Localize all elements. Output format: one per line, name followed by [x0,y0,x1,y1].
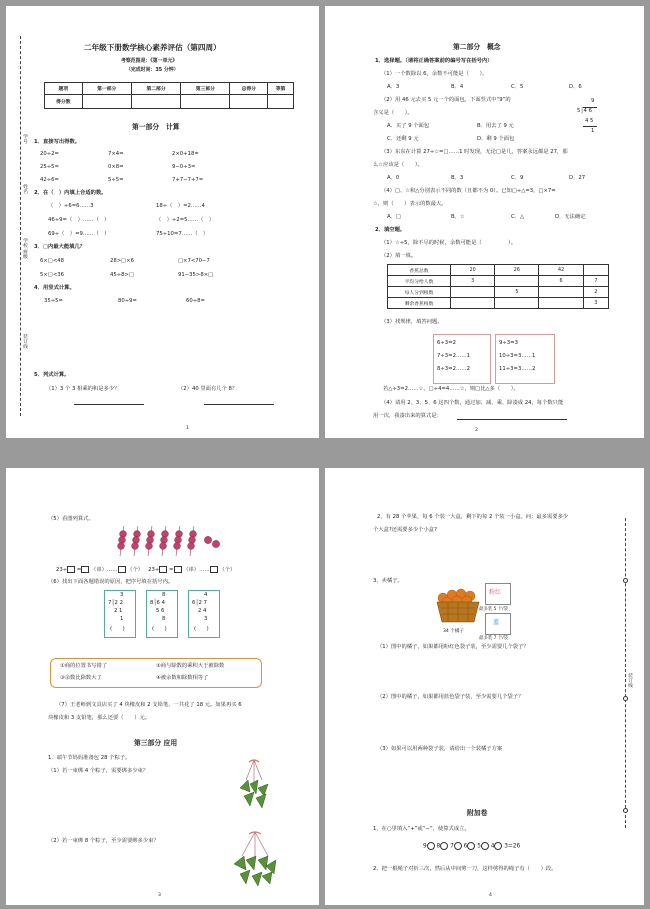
answer-line[interactable] [457,419,567,420]
score-header: 第二部分 [131,83,180,95]
q1-item: 0×8= [108,164,124,170]
basket-label: 34 个橘子 [443,629,465,634]
q1-item: 2×0+18= [172,151,199,157]
score-cell[interactable] [268,95,294,109]
fill-cell: 6 [539,276,583,287]
q3-item: 45÷8>□ [110,272,134,278]
choice-option[interactable]: A．买了 9 个面包 [387,123,430,129]
score-cell[interactable] [230,95,268,109]
q3-item: 5×□<36 [40,272,64,278]
score-header: 第三部分 [181,83,230,95]
fill-cell[interactable] [451,298,495,309]
eq-number: 9 [423,843,427,850]
q5-title: 5．列式计算。 [34,372,70,378]
fill-cell: 3 [583,298,608,309]
fill-cell: 20 [451,265,495,276]
q1-item: 5÷5= [108,177,124,183]
choice-option[interactable]: D．无法确定 [555,214,586,220]
pattern-line: 8÷3=2……2 [437,366,470,372]
division-digit: 6│2 7 [192,600,207,606]
q4-item: 60÷8= [186,298,205,304]
binding-hole [623,808,628,813]
reason-option: ③余数比除数大了 [60,675,102,681]
operator-circle[interactable] [440,842,448,850]
fill-cell: 香蕉总数 [388,265,451,276]
equation-box[interactable] [81,566,89,573]
eq-number: 3=26 [504,843,521,850]
q1-item: 25÷5= [40,164,59,170]
equation-box[interactable] [174,566,182,573]
fill-cell[interactable] [495,298,539,309]
eq-part: （串）…… [183,567,210,573]
division-digit: 2 4 [198,608,207,614]
division-digit: 4 [204,592,208,598]
fill-cell: 5 [495,287,539,298]
q2-item: 46÷9=（ ）……（ ） [48,217,110,223]
pink-bag-label: 粉红 [489,589,502,596]
eq-part: = [169,567,174,573]
pattern-card-1 [433,334,491,384]
vertical-division: 9 [591,98,595,104]
q7-cont: 块橡皮和 3 支铅笔，那么还要（ ）元。 [48,715,151,721]
q3-title: 3．□内最大能填几？ [34,244,86,250]
binding-line [20,36,21,416]
fill-title: 2．填空题。 [375,227,406,233]
q2-item: 69÷（ ）=9……（ ） [48,231,110,237]
division-digit: 3 [204,616,208,622]
division-digit: 8│6 4 [150,600,165,606]
division-digit: 5 6 [156,608,165,614]
q5-item: （1）3 个 3 相乘的积是多少？ [46,386,120,392]
extra-q2: 2、把一根绳子对折三次，然后从中间剪一刀，这样剪得的绳子有（ ）段。 [373,866,557,872]
app-q3-3: （3）如果可以用两种袋子装，请给出一个装橘子方案 [377,746,503,752]
q4-title: 4．用竖式计算。 [34,285,75,291]
page-number: 3 [158,893,161,898]
score-cell[interactable] [181,95,230,109]
pattern-line: 10÷3=3……1 [499,353,536,359]
division-digit: 2 1 [114,608,123,614]
fill-q3-answer: 若△÷3=2……☆，□÷4=4……☆，则□比△多（ ）。 [383,386,519,392]
choice-option[interactable]: D．剩 9 个面包 [477,136,515,142]
choice-option[interactable]: C．△ [511,214,525,220]
app-q1-2: （2）若一束绑 8 个粽子，至少需要绑多少束？ [48,838,159,844]
binding-line-label: 装订线 [22,334,27,349]
fill-table [387,264,609,309]
zongzi-bunch-icon [230,830,280,890]
q7: （7）王老师到文具店买了 4 块橡皮和 2 支铅笔，一共花了 18 元。如果再买 6 [56,702,242,708]
q5-picture-title: （5）看图列算式。 [48,516,94,522]
reason-option: ④被余数和除数相等了 [156,675,209,681]
eq-number: 8 [436,843,441,850]
choice-option[interactable]: C．9 [511,175,524,181]
section-2-title: 第二部分 概念 [453,43,501,51]
q2-item: 75÷10=7……（ ） [156,231,209,237]
fill-q4-cont: 用一次，我凑出来的算式是： [373,413,442,419]
page-3 [6,468,319,905]
answer-line[interactable] [204,404,274,405]
equation-box[interactable] [118,566,126,573]
page-4 [325,468,644,905]
binding-class-label: 学校 班级 [22,238,27,259]
score-header: 题项 [45,83,83,95]
division-bar [583,126,597,127]
fill-q1: （1）☆÷5，除不尽的时候，余数可能是（ ）。 [381,240,517,246]
app-q1-1: （1）若一束绑 4 个粽子，需要绑多少束？ [48,768,149,774]
choice-title: 1．选择题。（请将正确答案前的编号写在括号内） [375,58,493,64]
choice-option[interactable]: B．☆ [451,214,465,220]
choice-option[interactable]: B．用去了 9 元 [477,123,514,129]
equation-box[interactable] [67,566,75,573]
reason-blank[interactable]: ( ) [152,626,167,632]
score-header: 总得分 [230,83,268,95]
app-q2: 2、有 28 个苹果，每 6 个装一大盒，剩下的每 2 个装一小盒。问：最多需要多少 [377,514,569,520]
eq-number: 5 [477,843,481,850]
choice-option[interactable]: B．3 [451,175,464,181]
operator-circle[interactable] [427,842,435,850]
q2-title: 2．在（ ）内填上合适的数。 [34,190,107,196]
operator-circle[interactable] [494,842,502,850]
choice-q4-cont: ☆，则（ ）表示的数最大。 [373,201,447,207]
q4-item: 80÷9= [118,298,137,304]
eq-part: （串）…… [91,567,118,573]
fill-cell[interactable] [451,287,495,298]
q3-item: 6×□<48 [40,258,64,264]
score-cell[interactable] [82,95,131,109]
score-row-label: 得分数 [45,95,83,109]
pattern-line: 11÷3=3……2 [499,366,536,372]
exam-time: （完成时间：35 分钟） [126,67,179,73]
operator-circle[interactable] [481,842,489,850]
q1-item: 7×4= [108,151,124,157]
q2-item: （ ）÷2=5……（ ） [156,217,214,223]
blue-bag-capacity: 最多装 7 个/袋 [479,636,509,641]
fill-cell[interactable] [583,265,608,276]
q4-item: 35÷5= [44,298,63,304]
division-digit: 3 [120,592,124,598]
q3-item: 91−35>8×□ [178,272,214,278]
choice-option[interactable]: A．□ [387,214,401,220]
choice-option[interactable]: D．27 [569,175,586,181]
q1-item: 42÷6= [40,177,59,183]
equation-box[interactable] [159,566,167,573]
fill-cell: 每人分到根数 [388,287,451,298]
eq-part: = [76,567,82,573]
eq-part: 23÷ [148,567,160,573]
binding-line-label: 装订线 [627,673,632,688]
choice-q2: （2）用 46 元去买 5 元一个的面包，下面竖式中“9”的 [381,97,511,103]
app-q3-2: （2）图中的橘子，如果都用蓝色袋子装，至少需要几个袋子？ [377,694,524,700]
candied-fruit-skewers [116,526,226,556]
q2-item: 18÷（ ）=2……4 [156,203,205,209]
choice-option[interactable]: C．5 [511,84,524,90]
division-digit: 1 [120,616,124,622]
pattern-line: 7÷3=2……1 [437,353,470,359]
pattern-line: 6÷3=2 [437,340,456,346]
fill-cell[interactable] [539,287,583,298]
q1-title: 1．直接写出得数。 [34,139,81,145]
app-q1: 1．端午节妈妈准备包 28 个粽子。 [48,755,131,761]
extra-q1: 1、在○里填入“+”或“−”，使算式成立。 [373,826,470,832]
division-bar [583,107,597,108]
reason-option: ②商与除数的乘积大于被除数 [156,663,225,669]
page-number: 1 [186,426,189,431]
fill-q4: （4）请用 2、3、5、6 这四个数，通过加、减、乘、除凑成 24，每个数只能 [381,400,564,406]
binding-hole [623,578,628,583]
operator-circle[interactable] [454,842,462,850]
fill-cell: 2 [583,287,608,298]
choice-option[interactable]: A．3 [387,84,400,90]
score-header: 第一部分 [82,83,131,95]
page-title: 二年级下册数学核心素养评估（第四周） [84,43,221,52]
q3-item: 28>□×6 [110,258,134,264]
division-digit: 7│2 2 [108,600,123,606]
page-2 [325,6,644,438]
app-q2-cont: 个大盒?还需要多少个小盒? [373,527,437,533]
q6-title: （6）找出下面各题错误的原因，把序号填在括号内。 [48,579,174,585]
reason-blank[interactable]: ( ) [194,626,209,632]
binding-seat-label: 学号 [22,134,27,144]
equation-box[interactable] [210,566,218,573]
page-number: 4 [489,893,492,898]
vertical-division: 5│4 6 [577,108,592,114]
choice-q3-cont: 么☆应该是（ ）。 [373,162,423,168]
vertical-division: 4 5 [585,118,594,124]
fill-cell: 剩余香蕉根数 [388,298,451,309]
fill-q3: （3）找规律，填答问题。 [381,319,443,325]
q1-item: 7+7−7+7= [172,177,204,183]
fill-cell: 42 [539,265,583,276]
fill-cell: 平均分给人数 [388,276,451,287]
page-1 [6,6,319,438]
blue-bag-label: 蓝 [493,619,500,626]
picture-equation [56,566,235,574]
score-cell[interactable] [131,95,180,109]
app-q3-1: （1）图中的橘子，如果都用粉红色袋子装，至少需要几个袋子？ [377,644,529,650]
q1-item: 9−0÷3= [172,164,196,170]
orange-basket [433,586,483,626]
eq-part: 23÷ [56,567,68,573]
choice-q1: （1）一个数除以 6，余数不可能是（ ）。 [381,71,488,77]
fill-cell: 26 [495,265,539,276]
choice-option[interactable]: C．还剩 9 元 [387,136,419,142]
eq-number: 4 [490,843,495,850]
binding-name-label: 姓名 [22,184,27,194]
binding-hole [623,696,628,701]
choice-q2-cont: 含义是（ ）。 [373,110,413,116]
choice-q3: （3）东东在计算 27÷☆=□……1 时发现，无论□是几，答案永远都是 27，那 [381,149,568,155]
pink-bag-capacity: 最多装 5 个/袋 [479,607,509,612]
reason-option: ①商的位置书写错了 [60,663,108,669]
fill-q2: （2）填一填。 [381,253,417,259]
fill-cell[interactable] [495,276,539,287]
score-table [44,82,294,109]
fill-cell: 3 [451,276,495,287]
zongzi-bunch-icon [234,758,274,813]
q3-item: □×7<70−7 [178,258,210,264]
fill-cell: 7 [583,276,608,287]
section-1-title: 第一部分 计算 [132,123,180,131]
q1-item: 20÷2= [40,151,59,157]
choice-option[interactable]: A．0 [387,175,400,181]
pattern-line: 9÷3=3 [499,340,518,346]
eq-part: （个） [219,567,236,573]
extra-title: 附加卷 [467,809,488,817]
q5-item: （2）40 里面有几个 8？ [178,386,238,392]
eq-number: 7 [450,843,454,850]
score-header: 等第 [268,83,294,95]
choice-q4: （4）□、☆和△分别表示不同的数（且都不为 0）。已知□÷△=3，□×7= [381,188,556,194]
section-3-title: 第三部分 应用 [134,739,178,747]
answer-line[interactable] [74,404,144,405]
extra-q1-equation [423,842,520,851]
eq-part: （个） [127,567,144,573]
operator-circle[interactable] [467,842,475,850]
division-digit: 8 [162,616,166,622]
reason-blank[interactable]: ( ) [110,626,125,632]
q2-item: （ ）÷6=6……3 [48,203,94,209]
app-q3: 3、卖橘子。 [373,578,403,584]
exam-scope: 考察范围是：《第一单元》 [121,58,178,64]
pattern-card-2 [495,334,555,384]
fill-cell[interactable] [539,298,583,309]
vertical-division: 1 [591,128,595,134]
page-number: 2 [475,428,478,433]
choice-option[interactable]: B．4 [451,84,464,90]
division-digit: 8 [162,592,166,598]
eq-number: 6 [463,843,468,850]
choice-option[interactable]: D．6 [569,84,582,90]
